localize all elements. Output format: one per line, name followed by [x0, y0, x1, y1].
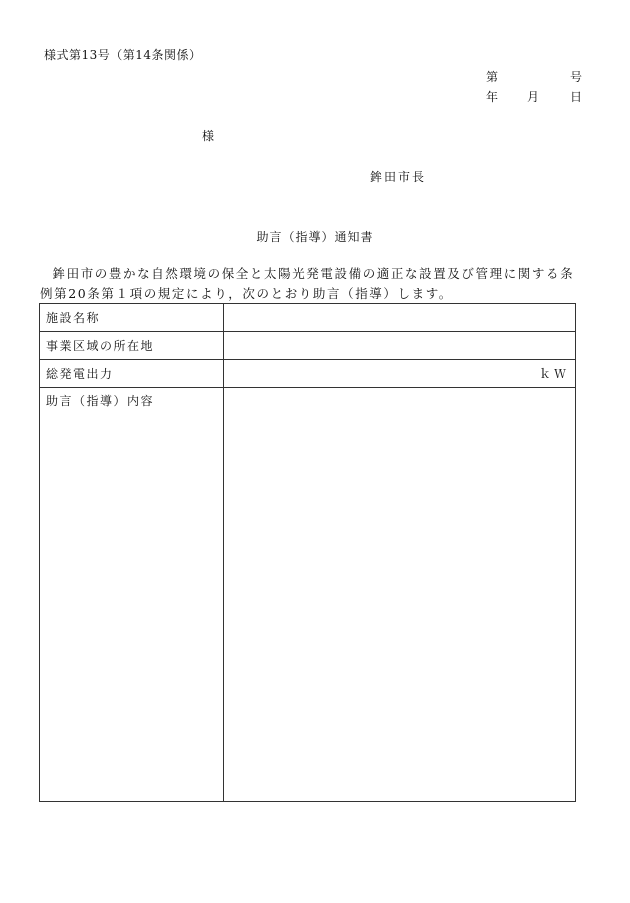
document-number-prefix: 第	[486, 70, 499, 84]
details-table	[39, 303, 576, 802]
table-row-facility-name	[40, 304, 576, 332]
table-row-guidance-content	[40, 388, 576, 802]
form-number-label: 様式第13号（第14条関係）	[44, 48, 202, 62]
total-output-label: 総発電出力	[40, 360, 224, 388]
body-paragraph: 鉾田市の豊かな自然環境の保全と太陽光発電設備の適正な設置及び管理に関する条例第20条第１項の規定により，次のとおり助言（指導）します。	[40, 266, 575, 301]
facility-name-label: 施設名称	[40, 304, 224, 332]
date-year-label: 年	[486, 90, 499, 104]
site-location-label: 事業区域の所在地	[40, 332, 224, 360]
guidance-content-label: 助言（指導）内容	[40, 388, 224, 802]
table-row-total-output	[40, 360, 576, 388]
guidance-content-value	[224, 388, 576, 802]
addressee-honorific: 様	[202, 129, 215, 143]
date-month-label: 月	[527, 90, 540, 104]
facility-name-value	[224, 304, 576, 332]
date-day-label: 日	[570, 90, 583, 104]
total-output-unit: ｋＷ	[224, 360, 576, 388]
site-location-value	[224, 332, 576, 360]
document-number-suffix: 号	[570, 70, 583, 84]
issuer-name: 鉾田市長	[370, 170, 427, 184]
table-row-site-location	[40, 332, 576, 360]
document-title: 助言（指導）通知書	[256, 230, 374, 244]
